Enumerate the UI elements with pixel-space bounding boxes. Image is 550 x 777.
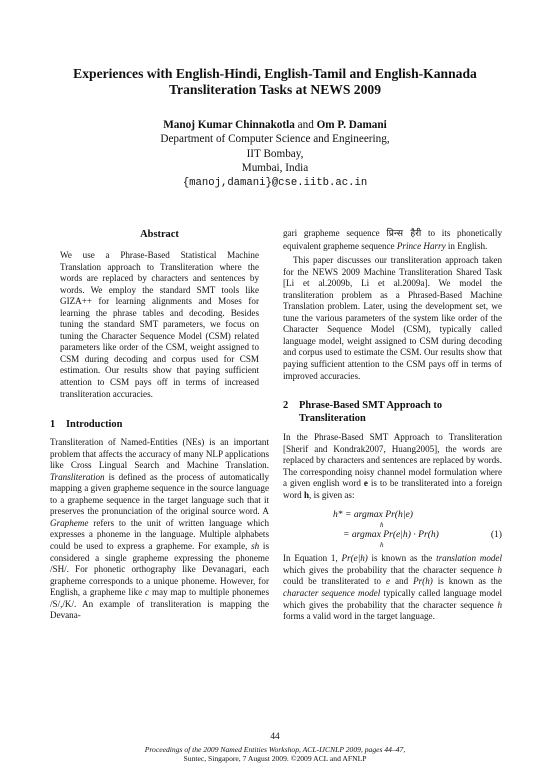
smt-paragraph: In the Phrase-Based SMT Approach to Transliteration [Sherif and Kondrak2007, Huang2005], the words are replaced by characters and sentences are replaced by words. The corresponding noisy channel model formulation where a given english word e is to be transliterated into a foreign word h, is given as: xyxy=(283,432,503,500)
equation-1 xyxy=(283,509,502,550)
affiliation-dept: Department of Computer Science and Engineering, xyxy=(160,133,390,146)
intro-paragraph-2: This paper discusses our transliteration approach taken for the NEWS 2009 Machine Transliteration Shared Task [Li et al.2009b, Li et al.2009a]. We model the transliteration problem as a Phrased-Based Machine Translation problem. Later, using the development set, we tune the various parameters of the system like order of the Character Sequence Model (CSM), typically called language model, weight assigned to CSM during decoding and corpus used to estimate the CSM. Our results show that paying sufficient attention to the CSM pays off in terms of improved accuracies. xyxy=(283,255,502,381)
equation-number: (1) xyxy=(490,529,502,541)
equation-sub-1: h xyxy=(380,521,384,530)
intro-continuation: gari grapheme sequence प्रिन्स हैरी to its phonetically equivalent grapheme sequence Prince Harry in English. xyxy=(283,228,503,251)
affiliation-inst: IIT Bombay, xyxy=(246,147,304,160)
proceedings-line-1: Proceedings of the 2009 Named Entities Workshop, ACL-IJCNLP 2009, pages 44–47, xyxy=(144,745,406,754)
title-line-1: Experiences with English-Hindi, English-Tamil and English-Kannada xyxy=(73,66,477,81)
intro-paragraph: Transliteration of Named-Entities (NEs) is an important problem that affects the accuracy of many NLP applications like Cross Lingual Search and Machine Translation. Transliteration is defined as the process of automatically mapping a given grapheme sequence in the source language to a grapheme sequence in the target language such that it preserves the pronunciation of the original source word. A Grapheme refers to the unit of written language which expresses a phoneme in the language. Multiple alphabets could be used to express a grapheme. For example, sh is considered a single grapheme expressing the phoneme /SH/. For phonetic orthography like Devanagari, each grapheme corresponds to a unique phoneme. However, for English, a grapheme like c may map to multiple phonemes /S/,/K/. An example of transliteration is mapping the Devana- xyxy=(50,437,269,621)
right-column xyxy=(283,228,502,623)
page-number: 44 xyxy=(270,732,280,742)
section-2-number: 2 xyxy=(283,400,289,412)
author-block xyxy=(40,118,510,190)
section-1-heading xyxy=(50,418,269,431)
proceedings-footer xyxy=(0,745,550,764)
section-2-title: Phrase-Based SMT Approach to Transliteration xyxy=(299,400,443,425)
abstract-heading: Abstract xyxy=(140,229,179,240)
author-2: Om P. Damani xyxy=(316,119,387,131)
paper-title xyxy=(40,66,510,98)
affiliation-city: Mumbai, India xyxy=(241,162,309,175)
title-line-2: Transliteration Tasks at NEWS 2009 xyxy=(169,82,381,97)
equation-sub-2: h xyxy=(380,541,384,550)
author-and: and xyxy=(297,119,314,131)
proceedings-line-2: Suntec, Singapore, 7 August 2009. ©2009 ACL and AFNLP xyxy=(183,754,367,764)
devanagari-example: प्रिन्स हैरी xyxy=(386,229,422,239)
author-1: Manoj Kumar Chinnakotla xyxy=(163,119,295,131)
left-column xyxy=(50,228,269,622)
section-2-heading xyxy=(283,399,502,425)
author-email: {manoj,damani}@cse.iitb.ac.in xyxy=(182,176,368,189)
section-1-number: 1 xyxy=(50,419,56,431)
author-names xyxy=(40,118,510,132)
model-paragraph: In Equation 1, Pr(e|h) is known as the translation model which gives the probability that the character sequence h could be transliterated to e and Pr(h) is known as the character sequence model typically called language model which gives the probability that the character sequence h forms a valid word in the target language. xyxy=(283,553,502,622)
section-1-title: Introduction xyxy=(66,419,123,431)
equation-line-2: = argmax Pr(e|h) · Pr(h) xyxy=(343,529,439,541)
equation-line-1: h* = argmax Pr(h|e) xyxy=(333,509,413,521)
abstract-text: We use a Phrase-Based Statistical Machine Translation approach to Transliteration where the words are replaced by characters and sentences by words. We employ the standard SMT tools like GIZA++ for learning alignments and Moses for learning the phrase tables and decoding. Besides tuning the standard SMT parameters, we focus on tuning the Character Sequence Model (CSM) related parameters like order of the CSM, weight assigned to CSM during decoding and corpus used for CSM estimation. Our results show that paying sufficient attention to CSM pays off in terms of increased transliteration accuracies. xyxy=(60,250,259,399)
